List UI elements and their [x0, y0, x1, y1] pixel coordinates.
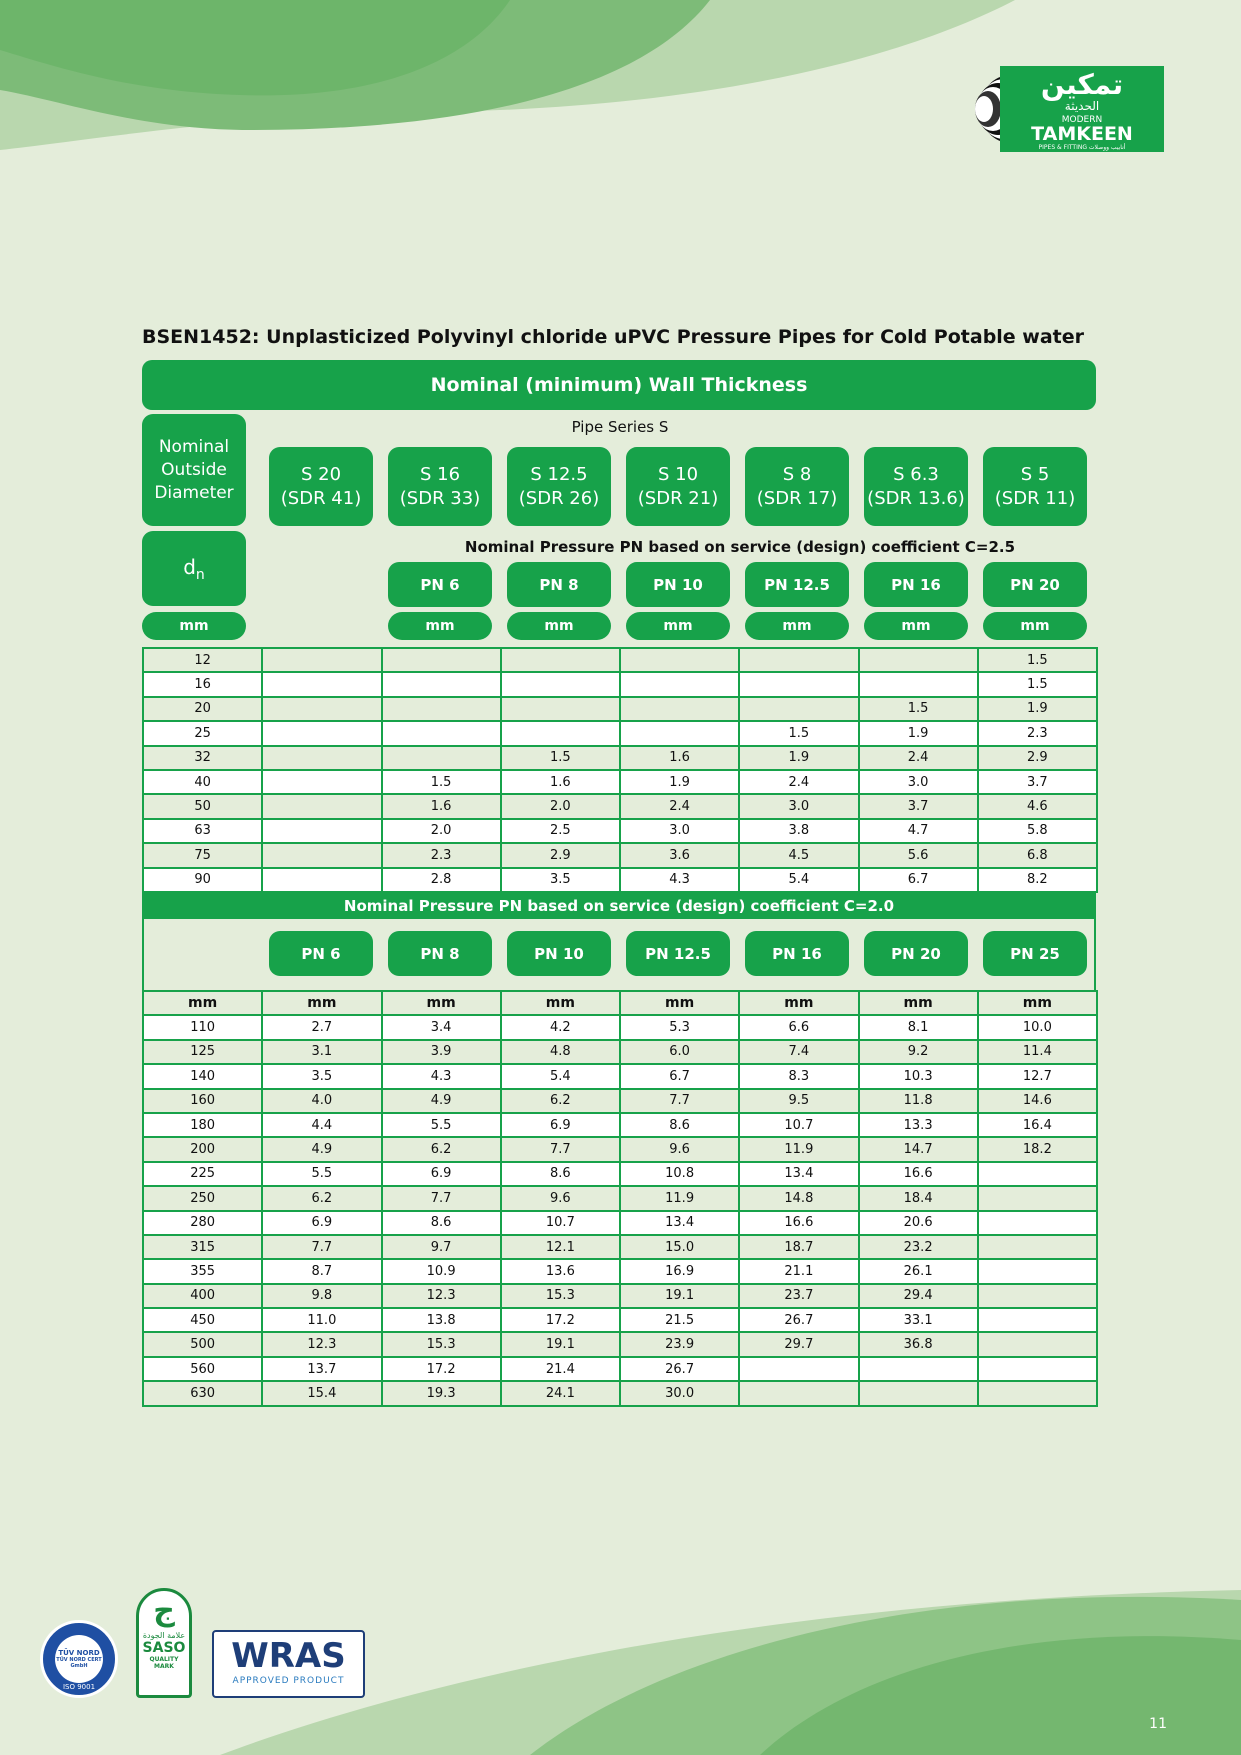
thickness-cell: 13.3: [859, 1113, 978, 1137]
thickness-cell: 6.2: [501, 1089, 620, 1113]
thickness-cell: [978, 1308, 1097, 1332]
brand-name: TAMKEEN: [1031, 123, 1133, 145]
tuv-logo-inner: TÜV NORD TÜV NORD CERT GmbH: [55, 1635, 103, 1683]
table-row: [143, 1162, 1097, 1186]
thickness-cell: 1.9: [859, 721, 978, 745]
thickness-cell: 16.9: [620, 1259, 739, 1283]
thickness-cell: 2.5: [501, 819, 620, 843]
thickness-cell: [978, 1259, 1097, 1283]
thickness-cell: [978, 1332, 1097, 1356]
thickness-cell: [382, 721, 501, 745]
thickness-cell: 8.6: [501, 1162, 620, 1186]
series-pill: S 16 (SDR 33): [388, 447, 492, 526]
thickness-cell: [620, 648, 739, 672]
header-cell: mm: [382, 991, 501, 1015]
thickness-cell: 4.4: [262, 1113, 381, 1137]
thickness-cell: 7.7: [501, 1137, 620, 1161]
thickness-cell: [262, 746, 381, 770]
thickness-cell: 4.6: [978, 794, 1097, 818]
table-row: [143, 697, 1097, 721]
thickness-cell: 15.3: [382, 1332, 501, 1356]
header-cell: mm: [859, 991, 978, 1015]
thickness-cell: [501, 672, 620, 696]
diameter-cell: 12: [143, 648, 262, 672]
table-row: [143, 843, 1097, 867]
thickness-cell: 13.6: [501, 1259, 620, 1283]
thickness-cell: 4.8: [501, 1040, 620, 1064]
thickness-cell: 21.4: [501, 1357, 620, 1381]
diameter-cell: 75: [143, 843, 262, 867]
saso-logo: ج علامة الجودة SASO QUALITY MARK: [136, 1588, 192, 1698]
table-row: [143, 1186, 1097, 1210]
thickness-cell: [501, 697, 620, 721]
unit-pill: mm: [745, 612, 849, 640]
thickness-cell: [859, 648, 978, 672]
wall-thickness-banner: Nominal (minimum) Wall Thickness: [142, 360, 1096, 410]
thickness-cell: 7.7: [262, 1235, 381, 1259]
thickness-cell: [859, 1357, 978, 1381]
brand-logo: [958, 66, 1164, 152]
thickness-cell: 10.3: [859, 1064, 978, 1088]
table-row: [143, 672, 1097, 696]
diameter-cell: 16: [143, 672, 262, 696]
thickness-cell: 2.0: [382, 819, 501, 843]
thickness-cell: 1.5: [978, 672, 1097, 696]
header-cell: mm: [620, 991, 739, 1015]
pn-pill: PN 12.5: [626, 931, 730, 976]
header-cell: mm: [739, 991, 858, 1015]
thickness-cell: 3.6: [620, 843, 739, 867]
table-row: [143, 1308, 1097, 1332]
table-row: [143, 819, 1097, 843]
unit-pill: mm: [626, 612, 730, 640]
nominal-outside-diameter-label: Nominal Outside Diameter: [142, 414, 246, 526]
table-row: [143, 721, 1097, 745]
diameter-cell: 20: [143, 697, 262, 721]
thickness-cell: [382, 697, 501, 721]
diameter-cell: 32: [143, 746, 262, 770]
thickness-cell: 13.7: [262, 1357, 381, 1381]
thickness-cell: 3.0: [739, 794, 858, 818]
thickness-cell: 6.9: [262, 1211, 381, 1235]
thickness-cell: 11.0: [262, 1308, 381, 1332]
thickness-cell: 1.5: [739, 721, 858, 745]
thickness-cell: 33.1: [859, 1308, 978, 1332]
thickness-cell: 15.4: [262, 1381, 381, 1405]
thickness-cell: 8.6: [382, 1211, 501, 1235]
thickness-cell: 29.7: [739, 1332, 858, 1356]
unit-pill: mm: [388, 612, 492, 640]
thickness-cell: [859, 1381, 978, 1405]
thickness-cell: 4.3: [620, 868, 739, 892]
unit-pill: mm: [864, 612, 968, 640]
thickness-cell: 8.2: [978, 868, 1097, 892]
thickness-cell: 5.8: [978, 819, 1097, 843]
header-cell: mm: [143, 991, 262, 1015]
thickness-cell: [739, 672, 858, 696]
thickness-cell: 6.7: [620, 1064, 739, 1088]
header-cell: mm: [501, 991, 620, 1015]
brand-tagline: PIPES & FITTING أنابيب ووصلات: [1038, 144, 1126, 151]
thickness-cell: [859, 672, 978, 696]
thickness-cell: 6.0: [620, 1040, 739, 1064]
thickness-cell: 2.9: [978, 746, 1097, 770]
thickness-cell: 13.8: [382, 1308, 501, 1332]
thickness-cell: 26.7: [739, 1308, 858, 1332]
unit-pill: mm: [142, 612, 246, 640]
table-row: [143, 1089, 1097, 1113]
pn-caption-c20: Nominal Pressure PN based on service (design) coefficient C=2.0: [142, 893, 1096, 919]
thickness-cell: 17.2: [501, 1308, 620, 1332]
thickness-cell: 9.5: [739, 1089, 858, 1113]
thickness-cell: [382, 672, 501, 696]
thickness-cell: 13.4: [739, 1162, 858, 1186]
thickness-cell: 1.9: [739, 746, 858, 770]
thickness-cell: 12.3: [262, 1332, 381, 1356]
header-cell: mm: [262, 991, 381, 1015]
thickness-cell: 17.2: [382, 1357, 501, 1381]
thickness-cell: 2.9: [501, 843, 620, 867]
thickness-cell: 1.5: [859, 697, 978, 721]
thickness-cell: 18.2: [978, 1137, 1097, 1161]
pn-pill: PN 20: [864, 931, 968, 976]
thickness-cell: 11.9: [620, 1186, 739, 1210]
thickness-cell: 3.1: [262, 1040, 381, 1064]
thickness-cell: [978, 1357, 1097, 1381]
thickness-cell: 6.6: [739, 1015, 858, 1039]
thickness-cell: [978, 1186, 1097, 1210]
table-row: [143, 1137, 1097, 1161]
thickness-cell: [262, 868, 381, 892]
thickness-cell: 23.9: [620, 1332, 739, 1356]
thickness-cell: 9.6: [501, 1186, 620, 1210]
thickness-cell: [382, 648, 501, 672]
thickness-cell: 5.6: [859, 843, 978, 867]
thickness-cell: 4.7: [859, 819, 978, 843]
thickness-cell: 4.2: [501, 1015, 620, 1039]
diameter-cell: 140: [143, 1064, 262, 1088]
pn-pill: PN 12.5: [745, 562, 849, 607]
thickness-cell: 12.3: [382, 1284, 501, 1308]
thickness-cell: 23.2: [859, 1235, 978, 1259]
thickness-cell: [262, 794, 381, 818]
thickness-cell: 20.6: [859, 1211, 978, 1235]
thickness-cell: [978, 1235, 1097, 1259]
pn-pill: PN 16: [864, 562, 968, 607]
pn-pill: PN 10: [626, 562, 730, 607]
thickness-cell: 14.7: [859, 1137, 978, 1161]
table-row: [143, 1284, 1097, 1308]
thickness-cell: 9.6: [620, 1137, 739, 1161]
thickness-cell: 2.7: [262, 1015, 381, 1039]
diameter-cell: 400: [143, 1284, 262, 1308]
pn-pill: PN 8: [388, 931, 492, 976]
diameter-cell: 280: [143, 1211, 262, 1235]
series-pill: S 5 (SDR 11): [983, 447, 1087, 526]
series-pill: S 20 (SDR 41): [269, 447, 373, 526]
thickness-cell: 3.4: [382, 1015, 501, 1039]
tuv-iso-logo: [40, 1620, 118, 1698]
thickness-cell: 15.3: [501, 1284, 620, 1308]
thickness-cell: [262, 843, 381, 867]
thickness-cell: 1.9: [978, 697, 1097, 721]
thickness-cell: 3.9: [382, 1040, 501, 1064]
thickness-cell: 2.3: [978, 721, 1097, 745]
brand-modern: MODERN: [1061, 115, 1103, 125]
thickness-cell: 2.0: [501, 794, 620, 818]
iso-label: ISO 9001: [62, 1683, 96, 1691]
thickness-cell: 3.5: [501, 868, 620, 892]
table-row: [143, 1235, 1097, 1259]
wall-thickness-table-c20: [142, 990, 1098, 1407]
thickness-cell: 5.4: [739, 868, 858, 892]
diameter-cell: 180: [143, 1113, 262, 1137]
table-row: [143, 1357, 1097, 1381]
table-header-row: [143, 991, 1097, 1015]
thickness-cell: 3.7: [859, 794, 978, 818]
brand-arabic-sub: الحديثة: [1064, 99, 1100, 113]
thickness-cell: 2.8: [382, 868, 501, 892]
thickness-cell: 7.7: [382, 1186, 501, 1210]
pn-pill: PN 6: [269, 931, 373, 976]
thickness-cell: 14.8: [739, 1186, 858, 1210]
thickness-cell: 2.4: [739, 770, 858, 794]
pn-pill: PN 20: [983, 562, 1087, 607]
pn-pill: PN 25: [983, 931, 1087, 976]
diameter-cell: 450: [143, 1308, 262, 1332]
thickness-cell: 6.9: [501, 1113, 620, 1137]
thickness-cell: 16.4: [978, 1113, 1097, 1137]
thickness-cell: 5.3: [620, 1015, 739, 1039]
thickness-cell: 16.6: [859, 1162, 978, 1186]
thickness-cell: [739, 697, 858, 721]
thickness-cell: 18.4: [859, 1186, 978, 1210]
pn-pill: PN 6: [388, 562, 492, 607]
thickness-cell: 12.7: [978, 1064, 1097, 1088]
thickness-cell: 4.0: [262, 1089, 381, 1113]
thickness-cell: 1.5: [382, 770, 501, 794]
thickness-cell: [262, 819, 381, 843]
thickness-cell: 29.4: [859, 1284, 978, 1308]
diameter-cell: 25: [143, 721, 262, 745]
wall-thickness-table-c25: [142, 647, 1098, 893]
thickness-cell: 23.7: [739, 1284, 858, 1308]
thickness-cell: [978, 1284, 1097, 1308]
thickness-cell: 3.8: [739, 819, 858, 843]
thickness-cell: [262, 721, 381, 745]
thickness-cell: 3.7: [978, 770, 1097, 794]
diameter-cell: 630: [143, 1381, 262, 1405]
thickness-cell: 10.7: [501, 1211, 620, 1235]
thickness-cell: 14.6: [978, 1089, 1097, 1113]
table-row: [143, 1332, 1097, 1356]
thickness-cell: 18.7: [739, 1235, 858, 1259]
thickness-cell: 6.9: [382, 1162, 501, 1186]
thickness-cell: 16.6: [739, 1211, 858, 1235]
table-row: [143, 770, 1097, 794]
thickness-cell: 6.2: [262, 1186, 381, 1210]
table-row: [143, 868, 1097, 892]
series-pill: S 8 (SDR 17): [745, 447, 849, 526]
thickness-cell: 3.0: [620, 819, 739, 843]
thickness-cell: 19.1: [620, 1284, 739, 1308]
diameter-cell: 250: [143, 1186, 262, 1210]
thickness-cell: 4.9: [382, 1089, 501, 1113]
diameter-cell: 560: [143, 1357, 262, 1381]
thickness-cell: 2.3: [382, 843, 501, 867]
thickness-cell: [620, 672, 739, 696]
thickness-cell: [501, 721, 620, 745]
diameter-cell: 50: [143, 794, 262, 818]
diameter-cell: 225: [143, 1162, 262, 1186]
thickness-cell: 5.4: [501, 1064, 620, 1088]
table-row: [143, 1113, 1097, 1137]
table-row: [143, 1040, 1097, 1064]
thickness-cell: [739, 1381, 858, 1405]
thickness-cell: [262, 648, 381, 672]
thickness-cell: 11.4: [978, 1040, 1097, 1064]
thickness-cell: [262, 697, 381, 721]
thickness-cell: 9.7: [382, 1235, 501, 1259]
thickness-cell: 8.1: [859, 1015, 978, 1039]
thickness-cell: [501, 648, 620, 672]
diameter-cell: 500: [143, 1332, 262, 1356]
pipe-series-caption: Pipe Series S: [571, 418, 669, 436]
thickness-cell: 1.5: [978, 648, 1097, 672]
diameter-cell: 160: [143, 1089, 262, 1113]
thickness-cell: 1.6: [382, 794, 501, 818]
thickness-cell: [382, 746, 501, 770]
thickness-cell: 30.0: [620, 1381, 739, 1405]
series-pill: S 6.3 (SDR 13.6): [864, 447, 968, 526]
thickness-cell: 6.2: [382, 1137, 501, 1161]
thickness-cell: 4.3: [382, 1064, 501, 1088]
thickness-cell: 11.9: [739, 1137, 858, 1161]
thickness-cell: 26.1: [859, 1259, 978, 1283]
diameter-cell: 63: [143, 819, 262, 843]
thickness-cell: 3.5: [262, 1064, 381, 1088]
thickness-cell: 21.1: [739, 1259, 858, 1283]
page-number: 11: [1149, 1716, 1167, 1732]
thickness-cell: 19.3: [382, 1381, 501, 1405]
thickness-cell: 11.8: [859, 1089, 978, 1113]
thickness-cell: [978, 1211, 1097, 1235]
thickness-cell: [978, 1162, 1097, 1186]
thickness-cell: 19.1: [501, 1332, 620, 1356]
brand-logo-box: [1000, 66, 1164, 152]
thickness-cell: [620, 697, 739, 721]
table-row: [143, 1259, 1097, 1283]
table-row: [143, 1064, 1097, 1088]
thickness-cell: 6.7: [859, 868, 978, 892]
thickness-cell: 8.3: [739, 1064, 858, 1088]
diameter-cell: 125: [143, 1040, 262, 1064]
pn-pill: PN 8: [507, 562, 611, 607]
thickness-cell: 10.0: [978, 1015, 1097, 1039]
thickness-cell: 13.4: [620, 1211, 739, 1235]
table-row: [143, 1381, 1097, 1405]
thickness-cell: [739, 1357, 858, 1381]
thickness-cell: [620, 721, 739, 745]
pn-caption-c25: Nominal Pressure PN based on service (design) coefficient C=2.5: [464, 538, 1016, 556]
thickness-cell: 8.7: [262, 1259, 381, 1283]
diameter-cell: 110: [143, 1015, 262, 1039]
thickness-cell: 7.4: [739, 1040, 858, 1064]
table-row: [143, 1015, 1097, 1039]
diameter-cell: 315: [143, 1235, 262, 1259]
thickness-cell: [262, 770, 381, 794]
thickness-cell: 1.6: [620, 746, 739, 770]
diameter-cell: 40: [143, 770, 262, 794]
thickness-cell: 1.5: [501, 746, 620, 770]
thickness-cell: 36.8: [859, 1332, 978, 1356]
series-pill: S 10 (SDR 21): [626, 447, 730, 526]
diameter-cell: 90: [143, 868, 262, 892]
thickness-cell: 10.7: [739, 1113, 858, 1137]
thickness-cell: 26.7: [620, 1357, 739, 1381]
thickness-cell: 10.8: [620, 1162, 739, 1186]
thickness-cell: [739, 648, 858, 672]
header-cell: mm: [978, 991, 1097, 1015]
diameter-cell: 355: [143, 1259, 262, 1283]
thickness-cell: 2.4: [620, 794, 739, 818]
table-row: [143, 794, 1097, 818]
thickness-cell: 4.5: [739, 843, 858, 867]
thickness-cell: 9.2: [859, 1040, 978, 1064]
diameter-cell: 200: [143, 1137, 262, 1161]
wras-logo: WRAS APPROVED PRODUCT: [212, 1630, 365, 1698]
thickness-cell: 2.4: [859, 746, 978, 770]
thickness-cell: 1.9: [620, 770, 739, 794]
pn-pill: PN 10: [507, 931, 611, 976]
thickness-cell: 5.5: [262, 1162, 381, 1186]
thickness-cell: 24.1: [501, 1381, 620, 1405]
thickness-cell: 5.5: [382, 1113, 501, 1137]
thickness-cell: 21.5: [620, 1308, 739, 1332]
thickness-cell: [262, 672, 381, 696]
document-title: BSEN1452: Unplasticized Polyvinyl chloride uPVC Pressure Pipes for Cold Potable water: [142, 326, 1085, 348]
thickness-cell: 3.0: [859, 770, 978, 794]
thickness-cell: [978, 1381, 1097, 1405]
thickness-cell: 6.8: [978, 843, 1097, 867]
thickness-cell: 12.1: [501, 1235, 620, 1259]
thickness-cell: 10.9: [382, 1259, 501, 1283]
thickness-cell: 8.6: [620, 1113, 739, 1137]
thickness-cell: 4.9: [262, 1137, 381, 1161]
unit-pill: mm: [507, 612, 611, 640]
thickness-cell: 1.6: [501, 770, 620, 794]
unit-pill: mm: [983, 612, 1087, 640]
table-row: [143, 648, 1097, 672]
pn-pill: PN 16: [745, 931, 849, 976]
dn-label: $d_n$: [142, 531, 246, 606]
thickness-cell: 7.7: [620, 1089, 739, 1113]
table-row: [143, 746, 1097, 770]
thickness-cell: 15.0: [620, 1235, 739, 1259]
brand-arabic: تمكين: [1040, 68, 1124, 101]
thickness-cell: 9.8: [262, 1284, 381, 1308]
table-row: [143, 1211, 1097, 1235]
series-pill: S 12.5 (SDR 26): [507, 447, 611, 526]
